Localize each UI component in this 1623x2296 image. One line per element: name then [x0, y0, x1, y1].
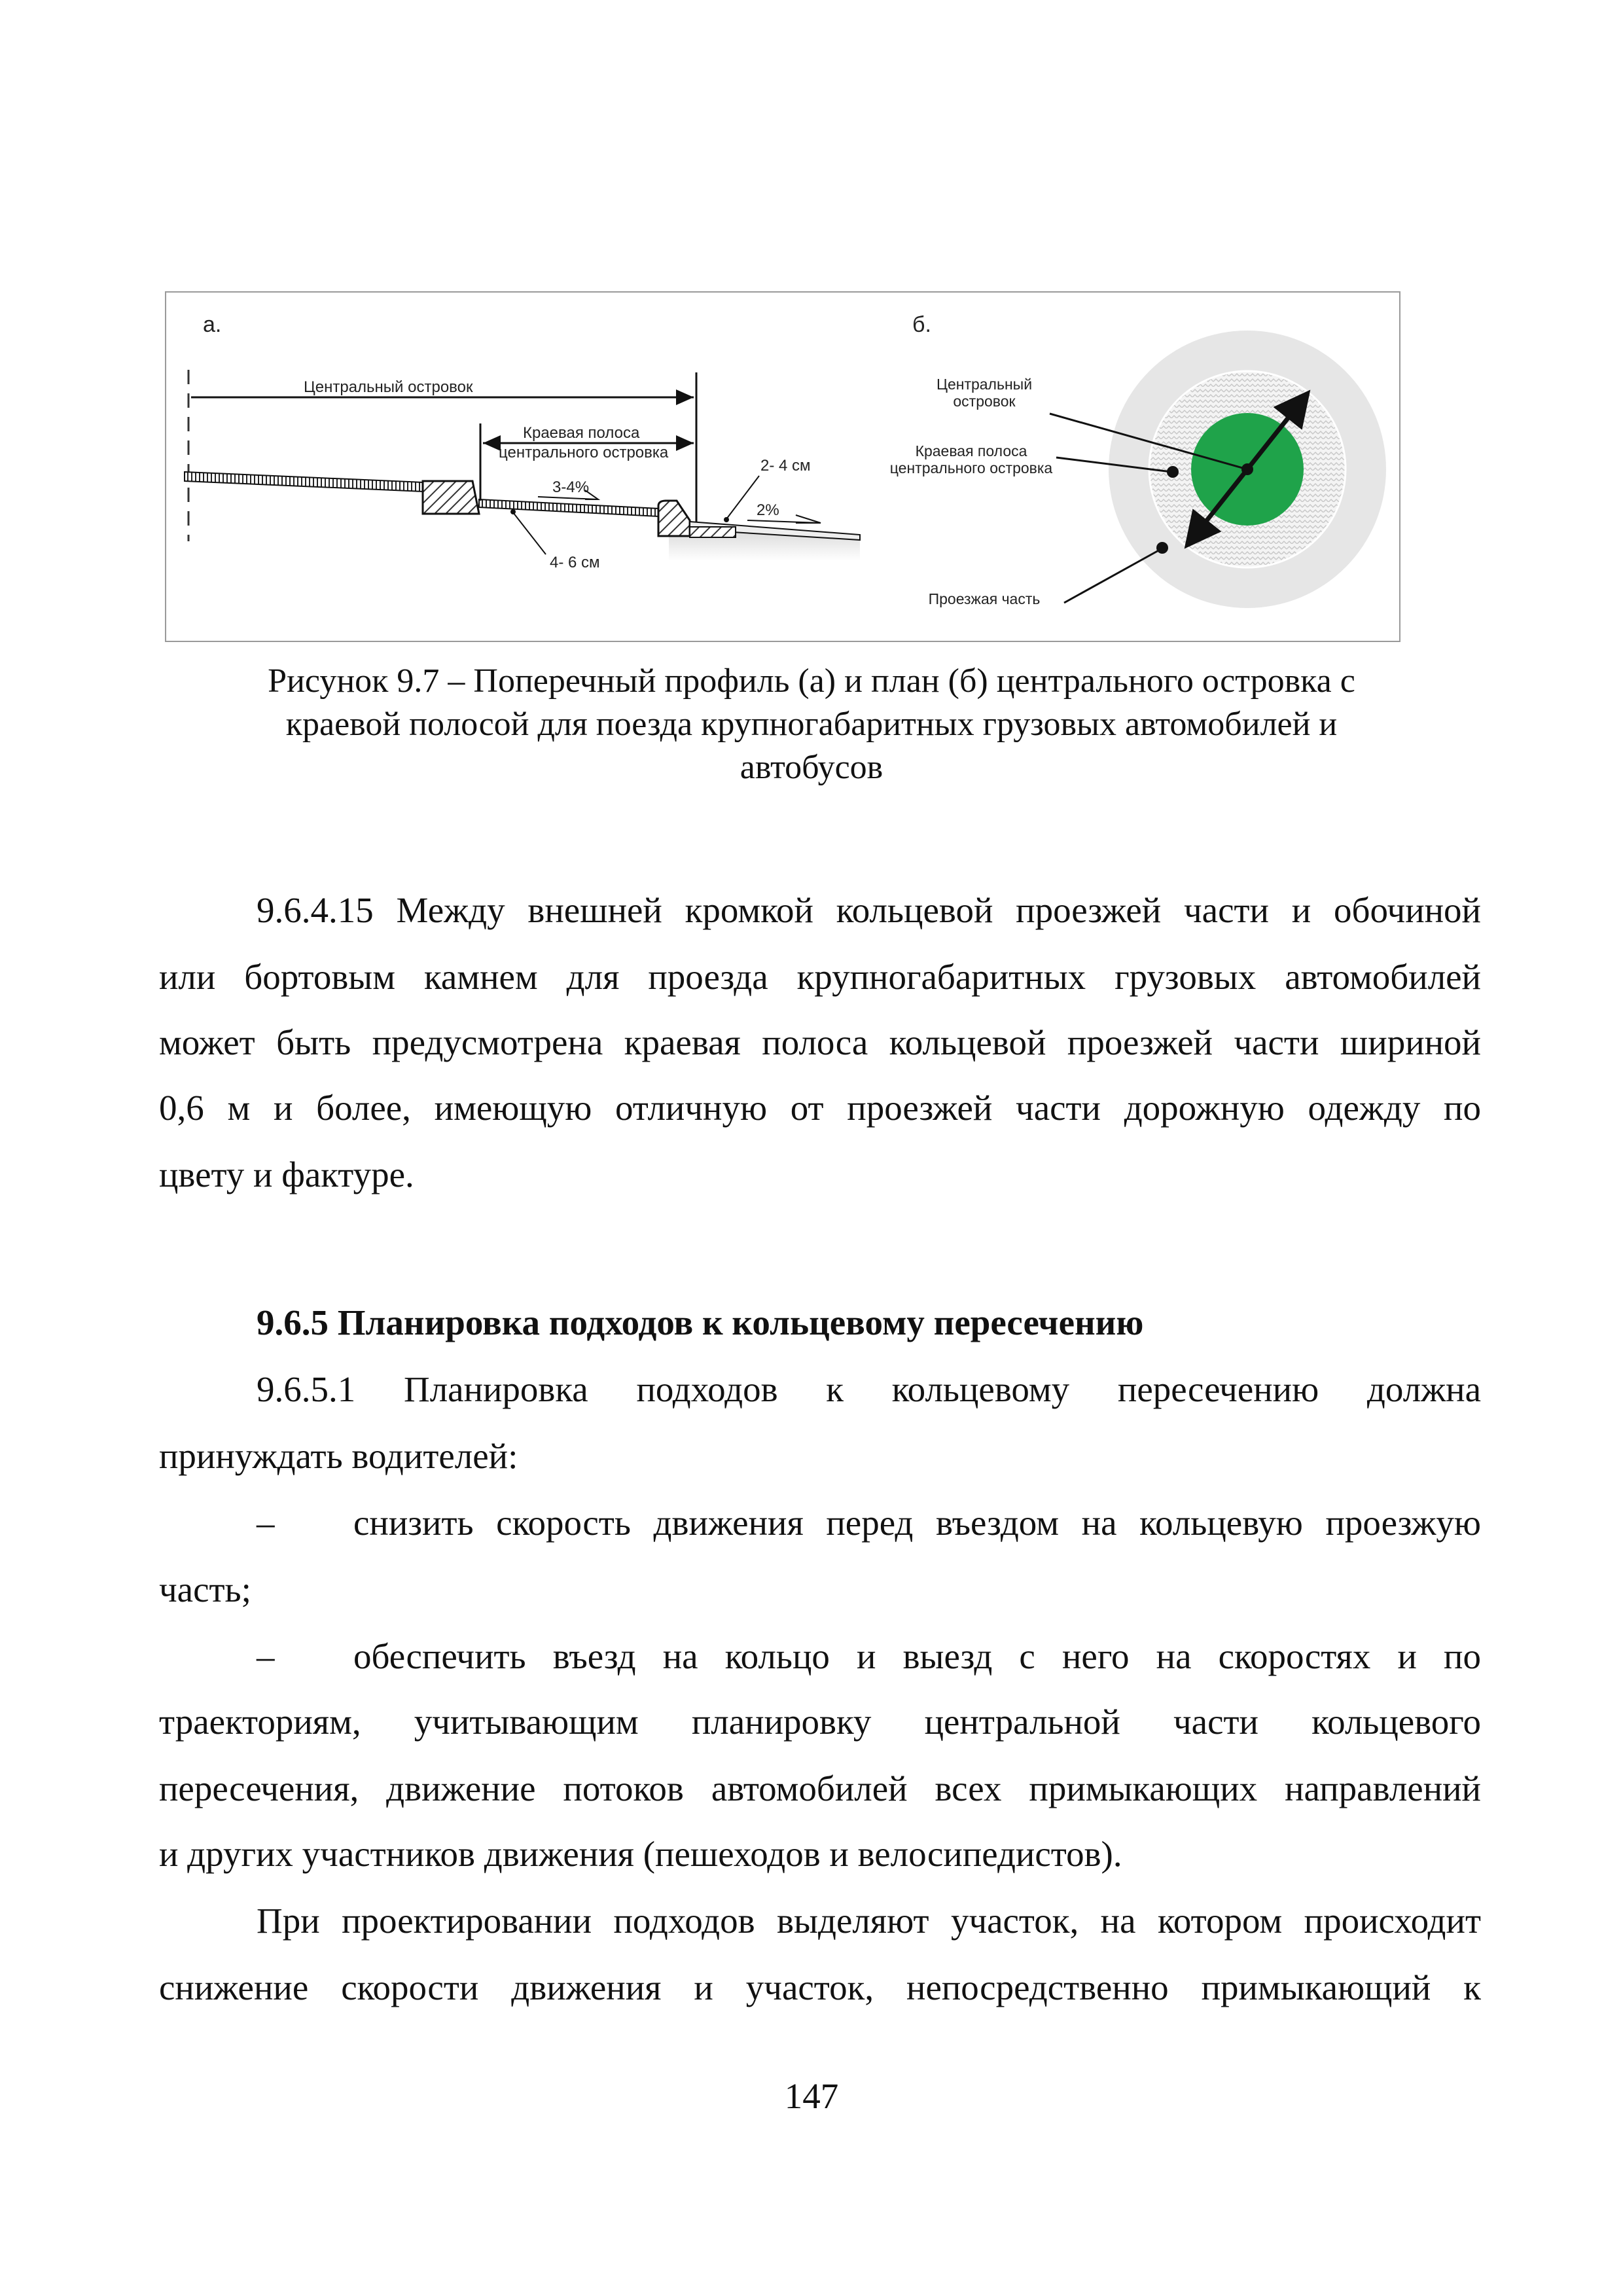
figure-9-7	[165, 291, 1400, 642]
paragraph-line: 9.6.5.1 Планировка подходов к кольцевому пересечению должна	[257, 1369, 1481, 1409]
page-number: 147	[784, 2076, 839, 2116]
paragraph-line: 0,6 м и более, имеющую отличную от проезжей части дорожную одежду по	[159, 1088, 1481, 1128]
apron-drop-leader	[513, 512, 546, 554]
apron-drop-dot	[510, 509, 516, 514]
list-item-line: траекториям, учитывающим планировку центральной части кольцевого	[159, 1702, 1481, 1742]
plan-view	[890, 331, 1386, 608]
list-item-line: и других участников движения (пешеходов и велосипедистов).	[159, 1834, 1122, 1874]
figure-caption	[118, 660, 1505, 789]
carriageway-dot	[1156, 542, 1168, 554]
list-item-line: пересечения, движение потоков автомобилей всех примыкающих направлений	[159, 1768, 1481, 1808]
inner-curb	[423, 481, 479, 514]
apron-drop-label: 4- 6 см	[550, 554, 600, 571]
plan-central-label-1: Центральный	[936, 376, 1033, 393]
caption-line: автобусов	[740, 749, 883, 786]
paragraph-line: или бортовым камнем для проезда крупногабаритных грузовых автомобилей	[159, 957, 1481, 997]
plan-carriageway-label: Проезжая часть	[928, 590, 1041, 607]
paragraph-line: При проектировании подходов выделяют участок, на котором происходит	[257, 1901, 1481, 1941]
central-island-label: Центральный островок	[304, 378, 473, 396]
figure-drawing	[166, 293, 1402, 643]
paragraph-line: 9.6.4.15 Между внешней кромкой кольцевой проезжей части и обочиной	[257, 890, 1481, 930]
curb-height-dot	[724, 517, 729, 522]
section-heading: 9.6.5 Планировка подходов к кольцевому пересечению	[257, 1302, 1144, 1342]
paragraph-line: снижение скорости движения и участок, непосредственно примыкающий к	[159, 1967, 1481, 2007]
paragraph-line: принуждать водителей:	[159, 1436, 518, 1476]
apron-label-2: центрального островка	[499, 444, 669, 461]
curb-height-label: 2- 4 см	[760, 457, 811, 475]
apron-surface	[479, 499, 658, 516]
paragraph-line: может быть предусмотрена краевая полоса кольцевой проезжей части шириной	[159, 1022, 1481, 1062]
list-item-line: часть;	[159, 1570, 251, 1609]
apron-label-1: Краевая полоса	[523, 424, 640, 442]
curb-height-leader	[726, 476, 759, 519]
plan-apron-label-1: Краевая полоса	[915, 442, 1027, 459]
island-surface	[185, 472, 423, 492]
cross-profile	[185, 370, 860, 571]
apron-slope-label: 3-4%	[552, 478, 590, 496]
plan-central-label-2: островок	[953, 393, 1016, 410]
outer-curb	[658, 501, 690, 536]
panel-a-label: а.	[203, 312, 222, 337]
panel-b-label: б.	[912, 312, 931, 337]
carriageway-leader	[1064, 549, 1161, 603]
roadway-base	[690, 527, 736, 537]
list-item-line: обеспечить въезд на кольцо и выезд с него на скоростях и по	[353, 1636, 1481, 1676]
caption-line: краевой полосой для поезда крупногабаритных грузовых автомобилей и	[285, 706, 1338, 743]
list-dash: –	[257, 1636, 275, 1676]
caption-line: Рисунок 9.7 – Поперечный профиль (а) и план (б) центрального островка с	[268, 662, 1355, 700]
central-island-dot	[1241, 463, 1253, 475]
road-slope-label: 2%	[757, 501, 779, 519]
apron-dot	[1167, 466, 1179, 478]
plan-apron-label-2: центрального островка	[889, 459, 1053, 476]
list-item-line: снизить скорость движения перед въездом на кольцевую проезжую	[353, 1503, 1481, 1543]
paragraph-line: цвету и фактуре.	[159, 1155, 414, 1194]
list-dash: –	[257, 1503, 275, 1543]
